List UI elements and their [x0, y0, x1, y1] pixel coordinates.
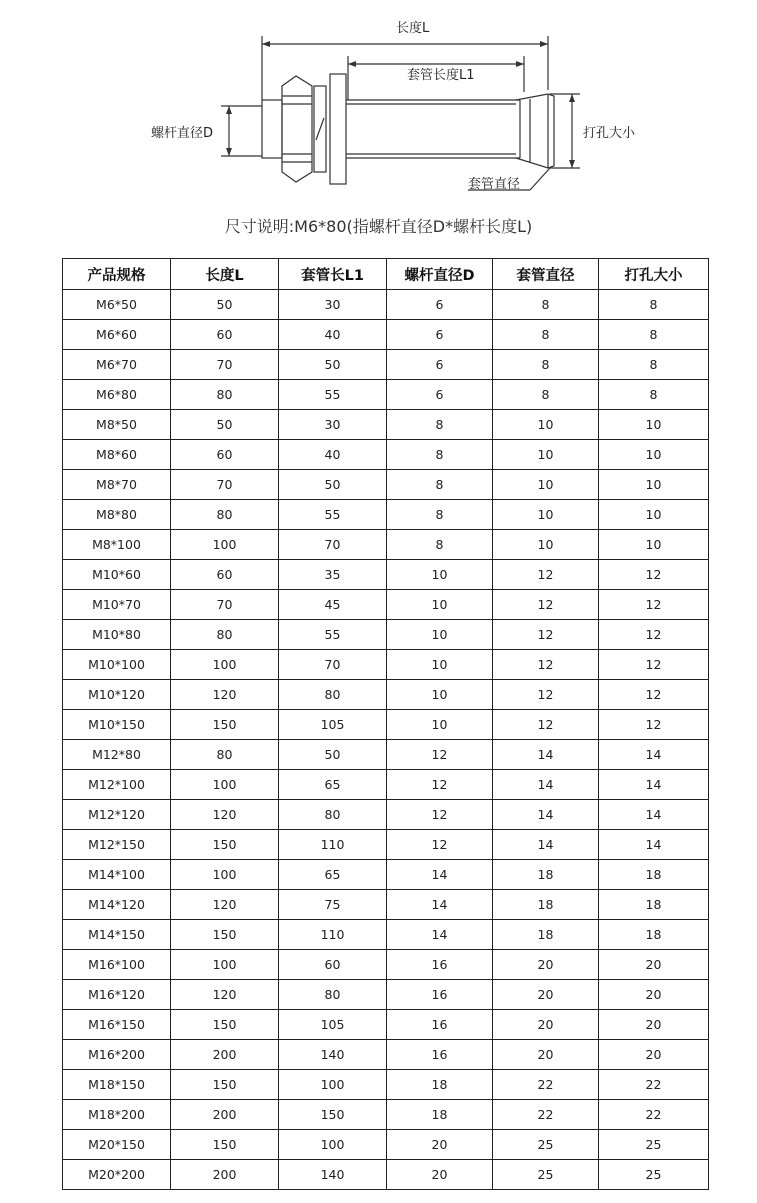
cell-sleeve-length: 75	[279, 890, 387, 920]
cell-length: 50	[171, 410, 279, 440]
cell-length: 70	[171, 590, 279, 620]
cell-sleeve-length: 80	[279, 800, 387, 830]
cell-product-spec: M20*150	[63, 1130, 171, 1160]
cell-hole-size: 14	[599, 800, 709, 830]
cell-product-spec: M6*70	[63, 350, 171, 380]
cell-screw-diameter: 16	[387, 1040, 493, 1070]
cell-screw-diameter: 8	[387, 470, 493, 500]
table-row	[63, 680, 709, 710]
cell-sleeve-diameter: 10	[493, 440, 599, 470]
table-row	[63, 740, 709, 770]
cell-sleeve-length: 60	[279, 950, 387, 980]
cell-sleeve-length: 40	[279, 320, 387, 350]
cell-sleeve-length: 150	[279, 1100, 387, 1130]
cell-length: 70	[171, 470, 279, 500]
cell-sleeve-diameter: 10	[493, 410, 599, 440]
cell-product-spec: M6*50	[63, 290, 171, 320]
cell-sleeve-length: 100	[279, 1070, 387, 1100]
cell-sleeve-diameter: 18	[493, 860, 599, 890]
cell-hole-size: 18	[599, 860, 709, 890]
hole-size-label: 打孔大小	[583, 126, 636, 141]
spec-table	[62, 258, 709, 1190]
cell-length: 150	[171, 1010, 279, 1040]
cell-sleeve-diameter: 18	[493, 890, 599, 920]
cell-hole-size: 20	[599, 980, 709, 1010]
table-row	[63, 560, 709, 590]
cell-product-spec: M10*70	[63, 590, 171, 620]
table-row	[63, 800, 709, 830]
table-row	[63, 950, 709, 980]
cell-sleeve-diameter: 20	[493, 980, 599, 1010]
sleeve-length-label: 套管长度L1	[407, 68, 475, 83]
cell-hole-size: 8	[599, 380, 709, 410]
cell-sleeve-diameter: 25	[493, 1130, 599, 1160]
cell-product-spec: M10*150	[63, 710, 171, 740]
cell-sleeve-diameter: 12	[493, 560, 599, 590]
cell-sleeve-length: 45	[279, 590, 387, 620]
cell-hole-size: 10	[599, 470, 709, 500]
cell-length: 50	[171, 290, 279, 320]
cell-sleeve-length: 55	[279, 620, 387, 650]
hex-nut	[282, 76, 312, 182]
header-screw-diameter: 螺杆直径D	[387, 259, 493, 290]
cell-sleeve-diameter: 14	[493, 770, 599, 800]
cell-product-spec: M8*60	[63, 440, 171, 470]
cell-hole-size: 12	[599, 680, 709, 710]
cell-screw-diameter: 6	[387, 380, 493, 410]
cell-length: 120	[171, 680, 279, 710]
length-label: 长度L	[396, 21, 430, 36]
table-row	[63, 650, 709, 680]
cell-product-spec: M14*150	[63, 920, 171, 950]
cell-sleeve-length: 140	[279, 1040, 387, 1070]
cell-product-spec: M10*60	[63, 560, 171, 590]
cell-sleeve-length: 35	[279, 560, 387, 590]
table-row	[63, 890, 709, 920]
cell-length: 60	[171, 560, 279, 590]
cell-product-spec: M12*120	[63, 800, 171, 830]
table-row	[63, 1010, 709, 1040]
cell-sleeve-length: 50	[279, 740, 387, 770]
cell-screw-diameter: 20	[387, 1160, 493, 1190]
cell-sleeve-length: 110	[279, 920, 387, 950]
bolt-diagram	[0, 0, 757, 200]
cell-hole-size: 20	[599, 1040, 709, 1070]
cell-length: 100	[171, 770, 279, 800]
table-row	[63, 1100, 709, 1130]
cell-sleeve-length: 55	[279, 380, 387, 410]
table-row	[63, 350, 709, 380]
table-row	[63, 500, 709, 530]
cell-screw-diameter: 12	[387, 740, 493, 770]
cell-sleeve-diameter: 12	[493, 620, 599, 650]
cell-length: 150	[171, 920, 279, 950]
cell-sleeve-diameter: 22	[493, 1100, 599, 1130]
cell-length: 100	[171, 650, 279, 680]
cell-sleeve-length: 40	[279, 440, 387, 470]
cell-length: 100	[171, 950, 279, 980]
table-row	[63, 710, 709, 740]
table-row	[63, 290, 709, 320]
header-sleeve-length: 套管长L1	[279, 259, 387, 290]
cell-product-spec: M16*150	[63, 1010, 171, 1040]
cell-sleeve-diameter: 8	[493, 320, 599, 350]
cell-sleeve-diameter: 10	[493, 530, 599, 560]
cell-product-spec: M8*50	[63, 410, 171, 440]
cell-product-spec: M6*60	[63, 320, 171, 350]
cell-sleeve-diameter: 22	[493, 1070, 599, 1100]
cell-sleeve-length: 65	[279, 860, 387, 890]
cell-length: 120	[171, 980, 279, 1010]
cell-sleeve-diameter: 12	[493, 680, 599, 710]
cell-sleeve-length: 30	[279, 410, 387, 440]
cell-hole-size: 25	[599, 1130, 709, 1160]
cell-screw-diameter: 12	[387, 830, 493, 860]
table-row	[63, 530, 709, 560]
cell-sleeve-diameter: 10	[493, 500, 599, 530]
table-row	[63, 770, 709, 800]
cell-screw-diameter: 16	[387, 1010, 493, 1040]
cell-sleeve-length: 50	[279, 470, 387, 500]
cell-length: 80	[171, 380, 279, 410]
cell-length: 100	[171, 860, 279, 890]
cell-product-spec: M8*80	[63, 500, 171, 530]
cell-length: 80	[171, 740, 279, 770]
cell-length: 60	[171, 440, 279, 470]
cell-hole-size: 22	[599, 1070, 709, 1100]
cell-screw-diameter: 12	[387, 800, 493, 830]
cell-hole-size: 12	[599, 710, 709, 740]
cell-product-spec: M12*80	[63, 740, 171, 770]
table-header-row	[63, 259, 709, 290]
cell-screw-diameter: 6	[387, 350, 493, 380]
cell-sleeve-diameter: 14	[493, 830, 599, 860]
cell-length: 200	[171, 1100, 279, 1130]
cell-hole-size: 12	[599, 560, 709, 590]
table-row	[63, 380, 709, 410]
cell-sleeve-length: 100	[279, 1130, 387, 1160]
cell-sleeve-diameter: 25	[493, 1160, 599, 1190]
cell-sleeve-diameter: 18	[493, 920, 599, 950]
cell-sleeve-diameter: 12	[493, 710, 599, 740]
header-product-spec: 产品规格	[63, 259, 171, 290]
cell-product-spec: M16*100	[63, 950, 171, 980]
header-hole-size: 打孔大小	[599, 259, 709, 290]
cell-product-spec: M10*80	[63, 620, 171, 650]
cell-hole-size: 8	[599, 320, 709, 350]
bolt-end	[262, 100, 282, 158]
cell-product-spec: M12*150	[63, 830, 171, 860]
cell-screw-diameter: 8	[387, 440, 493, 470]
bolt-drawing	[0, 0, 757, 200]
cell-screw-diameter: 8	[387, 500, 493, 530]
table-row	[63, 860, 709, 890]
cell-sleeve-diameter: 12	[493, 590, 599, 620]
cell-hole-size: 12	[599, 590, 709, 620]
cell-screw-diameter: 10	[387, 650, 493, 680]
cell-screw-diameter: 14	[387, 860, 493, 890]
cell-hole-size: 14	[599, 770, 709, 800]
cell-hole-size: 14	[599, 830, 709, 860]
cell-sleeve-length: 105	[279, 1010, 387, 1040]
cell-product-spec: M18*150	[63, 1070, 171, 1100]
cell-length: 120	[171, 890, 279, 920]
cell-product-spec: M16*120	[63, 980, 171, 1010]
table-row	[63, 620, 709, 650]
cell-product-spec: M18*200	[63, 1100, 171, 1130]
cell-length: 100	[171, 530, 279, 560]
table-row	[63, 1130, 709, 1160]
cell-sleeve-diameter: 8	[493, 350, 599, 380]
cell-product-spec: M6*80	[63, 380, 171, 410]
cell-screw-diameter: 14	[387, 890, 493, 920]
cell-screw-diameter: 10	[387, 590, 493, 620]
cell-length: 80	[171, 500, 279, 530]
cell-screw-diameter: 16	[387, 980, 493, 1010]
cell-screw-diameter: 6	[387, 290, 493, 320]
cell-screw-diameter: 12	[387, 770, 493, 800]
cell-hole-size: 12	[599, 620, 709, 650]
cell-product-spec: M14*100	[63, 860, 171, 890]
table-row	[63, 470, 709, 500]
cell-screw-diameter: 18	[387, 1070, 493, 1100]
cell-length: 200	[171, 1160, 279, 1190]
cell-sleeve-length: 140	[279, 1160, 387, 1190]
cell-screw-diameter: 6	[387, 320, 493, 350]
cell-length: 150	[171, 1130, 279, 1160]
cell-sleeve-length: 65	[279, 770, 387, 800]
table-row	[63, 320, 709, 350]
cell-screw-diameter: 16	[387, 950, 493, 980]
cell-hole-size: 22	[599, 1100, 709, 1130]
cell-sleeve-diameter: 14	[493, 800, 599, 830]
cell-product-spec: M16*200	[63, 1040, 171, 1070]
cell-sleeve-diameter: 8	[493, 290, 599, 320]
cell-screw-diameter: 10	[387, 680, 493, 710]
cell-hole-size: 10	[599, 500, 709, 530]
cell-hole-size: 8	[599, 290, 709, 320]
cell-sleeve-length: 80	[279, 680, 387, 710]
cell-hole-size: 25	[599, 1160, 709, 1190]
table-row	[63, 920, 709, 950]
cell-sleeve-diameter: 20	[493, 950, 599, 980]
cell-screw-diameter: 10	[387, 710, 493, 740]
cell-hole-size: 8	[599, 350, 709, 380]
cell-hole-size: 20	[599, 950, 709, 980]
cell-hole-size: 12	[599, 650, 709, 680]
header-length: 长度L	[171, 259, 279, 290]
cell-screw-diameter: 10	[387, 620, 493, 650]
table-row	[63, 830, 709, 860]
cell-sleeve-diameter: 10	[493, 470, 599, 500]
cell-screw-diameter: 8	[387, 530, 493, 560]
cell-product-spec: M20*200	[63, 1160, 171, 1190]
cell-hole-size: 20	[599, 1010, 709, 1040]
cell-screw-diameter: 10	[387, 560, 493, 590]
cell-hole-size: 10	[599, 440, 709, 470]
header-sleeve-diameter: 套管直径	[493, 259, 599, 290]
table-row	[63, 410, 709, 440]
cell-screw-diameter: 8	[387, 410, 493, 440]
cell-length: 150	[171, 1070, 279, 1100]
table-row	[63, 1160, 709, 1190]
cell-screw-diameter: 20	[387, 1130, 493, 1160]
cell-sleeve-diameter: 14	[493, 740, 599, 770]
cell-length: 60	[171, 320, 279, 350]
cell-sleeve-length: 105	[279, 710, 387, 740]
cell-hole-size: 18	[599, 920, 709, 950]
cell-hole-size: 14	[599, 740, 709, 770]
cell-sleeve-length: 30	[279, 290, 387, 320]
cell-product-spec: M8*100	[63, 530, 171, 560]
cell-product-spec: M8*70	[63, 470, 171, 500]
cell-length: 150	[171, 830, 279, 860]
cell-product-spec: M14*120	[63, 890, 171, 920]
table-row	[63, 590, 709, 620]
cell-screw-diameter: 18	[387, 1100, 493, 1130]
cell-length: 80	[171, 620, 279, 650]
cell-length: 200	[171, 1040, 279, 1070]
cell-product-spec: M10*120	[63, 680, 171, 710]
cell-product-spec: M12*100	[63, 770, 171, 800]
cell-screw-diameter: 14	[387, 920, 493, 950]
cell-sleeve-diameter: 20	[493, 1040, 599, 1070]
cell-sleeve-diameter: 20	[493, 1010, 599, 1040]
cell-sleeve-length: 50	[279, 350, 387, 380]
cell-hole-size: 10	[599, 530, 709, 560]
sleeve-diameter-label: 套管直径	[468, 177, 521, 192]
cell-product-spec: M10*100	[63, 650, 171, 680]
screw-diameter-label: 螺杆直径D	[151, 126, 214, 141]
cell-hole-size: 10	[599, 410, 709, 440]
table-row	[63, 440, 709, 470]
cell-sleeve-length: 110	[279, 830, 387, 860]
flat-washer	[330, 74, 346, 184]
cell-sleeve-length: 55	[279, 500, 387, 530]
table-row	[63, 1070, 709, 1100]
cell-sleeve-length: 70	[279, 650, 387, 680]
table-row	[63, 1040, 709, 1070]
cell-sleeve-length: 80	[279, 980, 387, 1010]
cell-sleeve-diameter: 8	[493, 380, 599, 410]
cell-length: 150	[171, 710, 279, 740]
table-row	[63, 980, 709, 1010]
cell-length: 120	[171, 800, 279, 830]
cell-sleeve-diameter: 12	[493, 650, 599, 680]
cell-length: 70	[171, 350, 279, 380]
cell-hole-size: 18	[599, 890, 709, 920]
size-caption: 尺寸说明:M6*80(指螺杆直径D*螺杆长度L)	[224, 217, 533, 236]
table-body	[63, 290, 709, 1190]
cell-sleeve-length: 70	[279, 530, 387, 560]
